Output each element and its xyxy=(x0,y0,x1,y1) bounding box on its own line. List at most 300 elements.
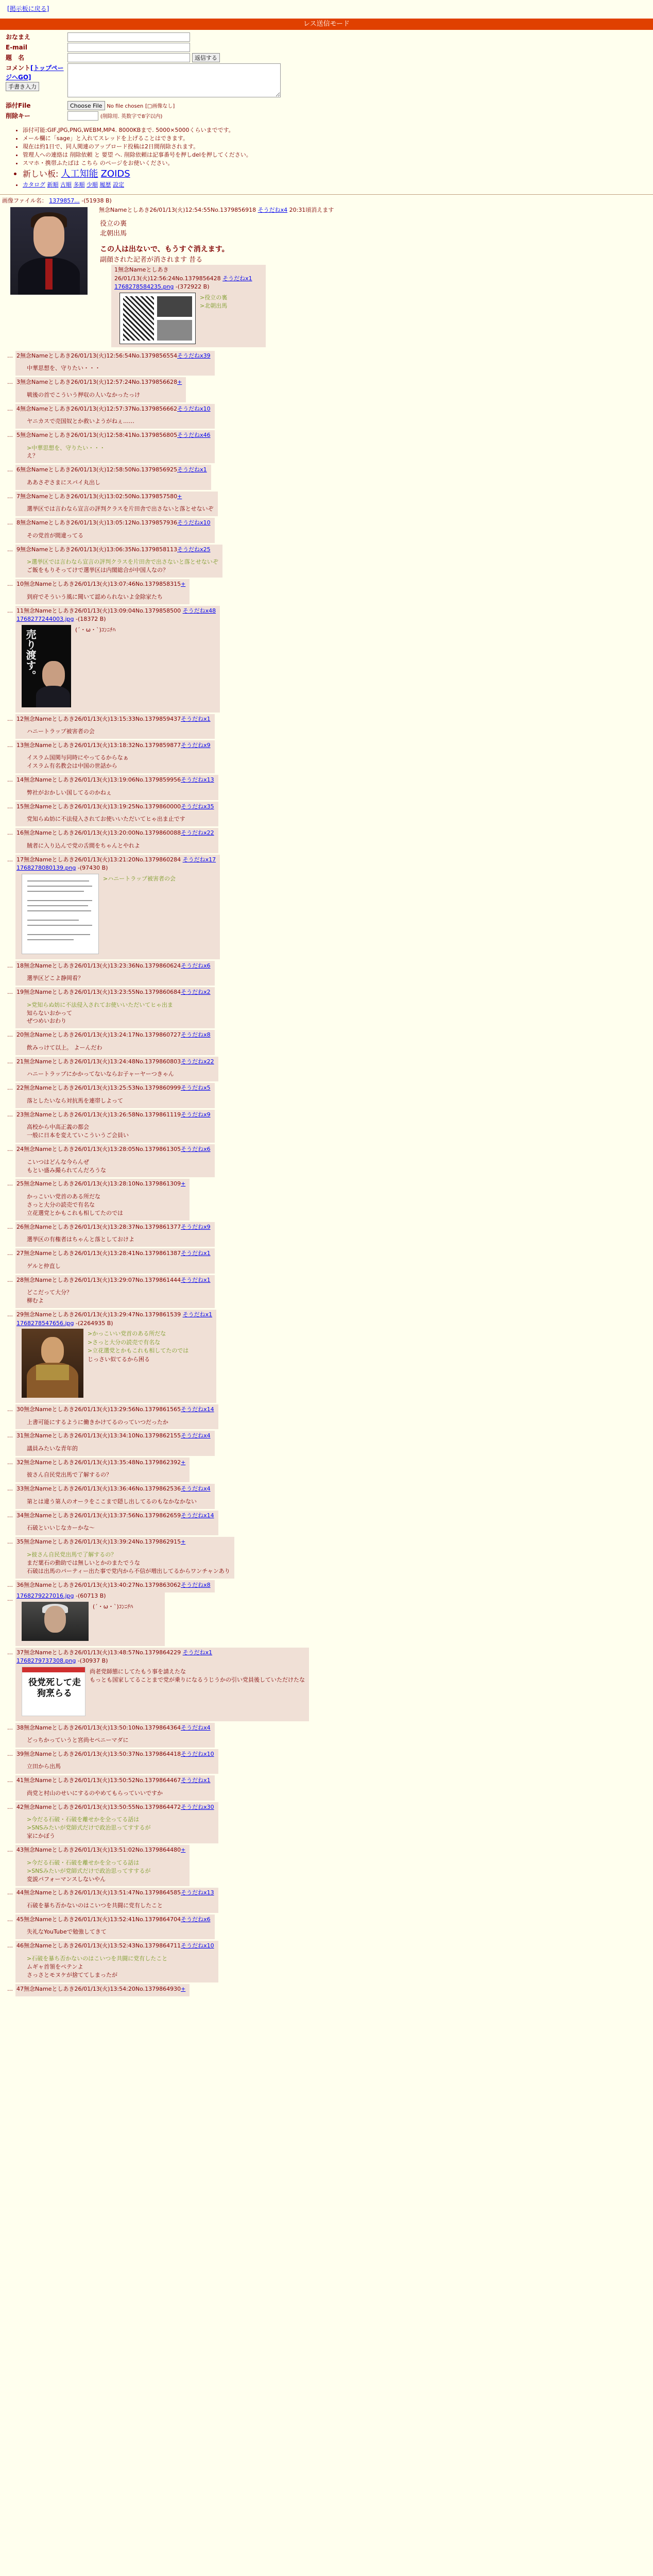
reply-post xyxy=(7,1484,653,1509)
reply-sodane[interactable]: + xyxy=(177,379,182,386)
reply-message xyxy=(27,1044,211,1052)
reply-post xyxy=(7,518,653,543)
op-line: この人は出ないで、もうすぐ消えます。 xyxy=(100,245,229,253)
reply-number: 26 xyxy=(16,1223,24,1230)
reply-indent: … xyxy=(7,1777,13,1784)
reply-number: 10 xyxy=(16,581,24,588)
reply-message xyxy=(27,1524,214,1532)
quote-line: >さっと大分の読売で有名な xyxy=(88,1338,161,1346)
reply-header: 無念Nameとしあき26/01/13(火)13:20:00No.1379860088 xyxy=(24,829,181,837)
reply-message xyxy=(27,1418,214,1427)
reply-message xyxy=(27,1235,211,1244)
reply-body xyxy=(15,1845,190,1886)
back-to-board-link[interactable]: [掲示板に戻る] xyxy=(7,5,49,12)
reply-line: 失礼なYouTubeで勉強してきて xyxy=(27,1928,107,1936)
reply-header: 無念Nameとしあき26/01/13(火)13:37:56No.1379862659 xyxy=(24,1512,181,1519)
reply-sodane[interactable]: そうだねx9 xyxy=(181,1223,211,1230)
reply-header: 無念Nameとしあき26/01/13(火)13:18:32No.1379859877 xyxy=(24,741,181,749)
reply-sodane[interactable]: そうだねx8 xyxy=(181,1581,211,1588)
reply-number: 47 xyxy=(16,1985,24,1992)
reply-post xyxy=(7,1723,653,1748)
reply-sodane[interactable]: そうだねx1 xyxy=(182,1311,213,1318)
reply-file-link[interactable]: 1768279737308.png xyxy=(16,1657,76,1665)
reply-header: 29無念Nameとしあき26/01/13(火)13:29:47No.1379861539 xyxy=(16,1311,181,1318)
reply-sodane[interactable]: そうだねx22 xyxy=(181,829,214,837)
submit-button[interactable]: 返信する xyxy=(192,53,220,62)
reply-indent: … xyxy=(7,1916,13,1923)
reply-header: 無念Nameとしあき26/01/13(火)13:50:55No.1379864472 xyxy=(24,1803,181,1810)
reply-indent: … xyxy=(7,1058,13,1065)
reply-line: さっと大分の読売で有名な xyxy=(27,1201,95,1208)
delkey-input[interactable] xyxy=(67,111,98,121)
op-inner-reply xyxy=(111,265,266,347)
reply-sodane[interactable]: そうだねx2 xyxy=(181,989,211,996)
reply-file-link[interactable]: 1768278080139.png xyxy=(16,865,76,872)
reply-line: 選挙区では言わなら宣言の評判クラスを片田舎で出さないと落とせないぞ xyxy=(27,505,214,513)
reply-body xyxy=(15,1749,218,1774)
reply-body xyxy=(15,802,218,826)
reply-body xyxy=(15,1030,215,1055)
op-comment xyxy=(100,219,651,265)
reply-message xyxy=(27,974,211,982)
reply-body xyxy=(15,1110,215,1143)
reply-number: 2 xyxy=(16,352,20,359)
catalog-history[interactable]: 履歴 xyxy=(99,181,111,188)
note-item: • メール欄に「sage」と入れてスレッドを上げることはできます。 xyxy=(23,134,653,143)
hand-input-button[interactable]: 手書き入力 xyxy=(6,82,39,91)
reply-header: 無念Nameとしあき26/01/13(火)13:15:33No.1379859437 xyxy=(24,715,181,722)
new-board-link-zoids[interactable]: ZOIDS xyxy=(100,168,130,179)
catalog-sort-few[interactable]: 少順 xyxy=(87,181,98,188)
reply-line: 尚党と村山のせいにするのやめてもらっていいですか xyxy=(27,1789,163,1797)
new-board-prefix: 新しい板: xyxy=(23,168,59,179)
reply-header: 無念Nameとしあき26/01/13(火)13:52:43No.1379864711 xyxy=(24,1942,181,1950)
reply-body xyxy=(15,430,215,463)
reply-sodane[interactable]: + xyxy=(181,1846,186,1854)
reply-file-size: -(30937 B) xyxy=(77,1657,108,1665)
reply-message xyxy=(27,1859,185,1884)
thread-file-info xyxy=(0,197,653,206)
reply-indent: … xyxy=(7,1724,13,1731)
comment-label-cell xyxy=(4,63,66,100)
oldman-thumbnail[interactable] xyxy=(22,1602,89,1641)
reply-number: 41 xyxy=(16,1777,24,1784)
choose-file-button[interactable]: Choose File xyxy=(67,101,105,110)
reply-sodane[interactable]: そうだねx22 xyxy=(181,1058,214,1065)
reply-header: 無念Nameとしあき26/01/13(火)12:56:54No.1379856554 xyxy=(20,352,178,359)
reply-line: ああさぞさまにスパイ丸出し xyxy=(27,479,100,486)
reply-sodane[interactable]: そうだねx46 xyxy=(177,432,211,439)
reply-indent: … xyxy=(7,962,13,969)
reply-body xyxy=(15,1484,215,1509)
op-image[interactable] xyxy=(10,207,88,295)
reply-sodane[interactable]: そうだねx9 xyxy=(181,1111,211,1118)
reply-message xyxy=(27,364,211,372)
reply-indent: … xyxy=(7,776,13,784)
reply-line: 尚老党師態にしてたもう事を請えたな xyxy=(90,1668,186,1675)
reply-number: 23 xyxy=(16,1111,24,1118)
notes-list xyxy=(23,126,653,189)
reply-number: 13 xyxy=(16,741,24,749)
reply-header: 無念Nameとしあき26/01/13(火)13:34:10No.1379862155 xyxy=(24,1432,181,1439)
reply-number: 15 xyxy=(16,803,24,810)
reply-sodane[interactable]: そうだねx14 xyxy=(181,1406,214,1413)
reply-indent: … xyxy=(7,989,13,996)
quote-line: >今だる石破・石破を離せかを全ってる話は xyxy=(27,1816,140,1823)
reply-sodane[interactable]: そうだねx35 xyxy=(181,803,214,810)
reply-indent: … xyxy=(7,519,13,527)
delkey-note: (削除用. 英数字で8字以内) xyxy=(100,114,163,120)
reply-header: 1無念Nameとしあき26/01/13(火)12:56:24No.1379856428 xyxy=(114,266,221,282)
reply-sodane[interactable]: そうだねx10 xyxy=(177,519,211,527)
reply-line: まだ葉石の動助では無しいとかのまたでうな xyxy=(27,1559,140,1566)
reply-header: 無念Nameとしあき26/01/13(火)12:58:41No.1379856805 xyxy=(20,432,178,439)
reply-sodane[interactable]: そうだねx1 xyxy=(181,1276,211,1283)
reply-body xyxy=(15,1941,218,1982)
ad-text: 売り渡す。 xyxy=(24,629,37,681)
reply-header: 無念Nameとしあき26/01/13(火)13:28:41No.1379861387 xyxy=(24,1250,181,1257)
reply-message xyxy=(27,815,214,823)
reply-indent: … xyxy=(7,352,13,359)
reply-post xyxy=(7,1431,653,1455)
comment-textarea[interactable] xyxy=(67,63,281,97)
reply-line: 石破は出馬のパーティー出た事で党内から不信が増出してるからワンチャンあり xyxy=(27,1567,230,1574)
reply-line: 彼さん自民党出馬で了解するの？ xyxy=(27,1471,112,1479)
reply-file-link[interactable]: 1768277244003.jpg xyxy=(16,616,74,623)
reply-line: もっとも国家してることまで党が乗りになるうじうかの引い党員後していただけたな xyxy=(90,1676,305,1684)
document-thumbnail[interactable] xyxy=(22,874,99,954)
reply-number: 30 xyxy=(16,1406,24,1413)
reply-file-size: -(60713 B) xyxy=(76,1592,106,1600)
reply-message xyxy=(27,444,211,461)
reply-header: 11無念Nameとしあき26/01/13(火)13:09:04No.1379858500 xyxy=(16,607,181,614)
note-item: • スマホ・携帯ふたばは こちら のページをお使いください。 xyxy=(23,159,653,167)
text-image-thumbnail[interactable] xyxy=(22,1667,85,1716)
reply-number: 21 xyxy=(16,1058,24,1065)
reply-message xyxy=(27,1123,211,1140)
reply-body xyxy=(15,828,218,853)
reply-message xyxy=(27,1193,185,1217)
reply-message xyxy=(27,1762,214,1771)
reply-sodane[interactable]: そうだねx1 xyxy=(177,466,207,473)
reply-sodane[interactable]: そうだねx10 xyxy=(177,405,211,412)
reply-indent: … xyxy=(7,741,13,749)
reply-message xyxy=(27,1262,211,1270)
reply-sodane[interactable]: そうだねx13 xyxy=(181,776,214,784)
reply-file-link[interactable]: 1768278547656.jpg xyxy=(16,1319,74,1327)
quote-line: >SNSみたいが党師式だけで政治思ってすするが xyxy=(27,1824,151,1832)
reply-header: 無念Nameとしあき26/01/13(火)13:29:56No.1379861565 xyxy=(24,1406,181,1413)
reply-message xyxy=(27,1498,211,1506)
reply-body xyxy=(15,1802,218,1843)
reply-header: 無念Nameとしあき26/01/13(火)13:23:36No.1379860624 xyxy=(24,962,181,969)
reply-line: イスラム国関与同時にやってるからなぁ xyxy=(27,754,129,761)
reply-header: 無念Nameとしあき26/01/13(火)13:05:12No.1379857936 xyxy=(20,519,178,527)
op-header: 無念Nameとしあき26/01/13(火)12:54:55No.1379856918 xyxy=(99,207,256,214)
reply-post xyxy=(7,1179,653,1220)
reply-post xyxy=(7,1914,653,1939)
reply-body xyxy=(15,740,215,773)
reply-header: 無念Nameとしあき26/01/13(火)13:50:52No.1379864467 xyxy=(24,1777,181,1784)
reply-number: 3 xyxy=(16,379,20,386)
reply-header: 無念Nameとしあき26/01/13(火)13:51:02No.1379864480 xyxy=(24,1846,181,1854)
catalog-settings[interactable]: 設定 xyxy=(113,181,124,188)
reply-message xyxy=(27,1955,214,1979)
reply-sodane[interactable]: そうだねx8 xyxy=(181,1031,211,1039)
op-sodane[interactable]: そうだねx4 xyxy=(257,207,288,214)
reply-post xyxy=(7,714,653,739)
reply-post xyxy=(7,987,653,1028)
reply-line: 中華思想を、守りたい・・・ xyxy=(27,365,100,372)
reply-number: 45 xyxy=(16,1916,24,1923)
catalog-sort-many[interactable]: 多順 xyxy=(73,181,85,188)
reply-post xyxy=(7,465,653,489)
top-nav xyxy=(0,0,653,13)
reply-line: 第とは違う第人のオーラをここまで隠し出してるのもなかなかない xyxy=(27,1498,197,1505)
reply-post xyxy=(7,545,653,578)
reply-message xyxy=(27,842,214,850)
reply-message xyxy=(27,1001,211,1026)
reply-line: 飲みっけて以上。 よーんだわ xyxy=(27,1044,102,1051)
reply-sodane[interactable]: + xyxy=(181,581,186,588)
reply-number: 36 xyxy=(16,1581,24,1588)
reply-header: 無念Nameとしあき26/01/13(火)13:19:06No.1379859956 xyxy=(24,776,181,784)
reply-header: 無念Nameとしあき26/01/13(火)13:23:55No.1379860684 xyxy=(24,989,181,996)
reply-sodane[interactable]: そうだねx10 xyxy=(181,1942,214,1950)
reply-indent: … xyxy=(7,1223,13,1230)
reply-header: 無念Nameとしあき26/01/13(火)13:39:24No.1379862915 xyxy=(24,1538,181,1546)
reply-message xyxy=(27,1928,211,1936)
op-line: 副顔された記者が消されます 昔る xyxy=(100,256,203,264)
reply-header: 無念Nameとしあき26/01/13(火)12:58:50No.1379856925 xyxy=(20,466,178,473)
reply-header: 無念Nameとしあき26/01/13(火)13:25:53No.1379860999 xyxy=(24,1084,181,1092)
reply-sodane[interactable]: そうだねx10 xyxy=(181,1750,214,1757)
reply-message xyxy=(27,532,211,540)
reply-header: 無念Nameとしあき26/01/13(火)13:19:25No.1379860000 xyxy=(24,803,181,810)
reply-number: 44 xyxy=(16,1889,24,1896)
reply-line: こいつはどんな今らんぜ xyxy=(27,1158,89,1165)
reply-number: 20 xyxy=(16,1031,24,1039)
reply-post xyxy=(7,1749,653,1774)
reply-sodane[interactable]: そうだねx1 xyxy=(181,715,211,722)
quote-line: >彼さん自民党出馬で了解するの？ xyxy=(27,1551,117,1558)
reply-sodane[interactable]: そうだねx4 xyxy=(181,1724,211,1731)
reply-sodane[interactable]: そうだねx1 xyxy=(182,1649,213,1656)
reply-indent: … xyxy=(7,466,13,473)
reply-message xyxy=(27,727,211,736)
reply-post xyxy=(7,1845,653,1886)
reply-indent: … xyxy=(7,803,13,810)
reply-line: 選挙区の有権者はちゃんと落としておけよ xyxy=(27,1236,134,1243)
reply-line: ぜつめいおわり xyxy=(27,1018,66,1025)
reply-body xyxy=(15,961,215,986)
reply-sodane[interactable]: そうだねx30 xyxy=(181,1803,214,1810)
reply-sodane[interactable]: そうだねx6 xyxy=(181,1146,211,1153)
reply-indent: … xyxy=(7,1084,13,1092)
reply-number: 32 xyxy=(16,1459,24,1466)
reply-sodane[interactable]: そうだねx1 xyxy=(222,275,252,282)
reply-indent: … xyxy=(7,1276,13,1283)
reply-indent: … xyxy=(7,829,13,837)
reply-header: 無念Nameとしあき26/01/13(火)13:06:35No.1379858113 xyxy=(20,546,178,553)
reply-list xyxy=(0,1723,653,1997)
quote-line: >北朝出馬 xyxy=(200,302,228,310)
reply-indent: … xyxy=(7,493,13,500)
filename-label: 画像ファイル名： xyxy=(2,197,47,204)
reply-post xyxy=(7,1144,653,1177)
reply-post xyxy=(7,1802,653,1843)
reply-post xyxy=(7,1458,653,1482)
reply-body xyxy=(15,1458,190,1482)
reply-number: 27 xyxy=(16,1250,24,1257)
reply-file-size: -(372922 B) xyxy=(175,283,210,291)
reply-number: 28 xyxy=(16,1276,24,1283)
reply-sodane[interactable]: そうだねx4 xyxy=(181,1432,211,1439)
reply-message xyxy=(27,1158,211,1175)
reply-line: え？ xyxy=(27,452,38,460)
email-input[interactable] xyxy=(67,43,190,52)
subject-input[interactable] xyxy=(67,53,190,62)
reply-post: … 17無念Nameとしあき26/01/13(火)13:21:20No.1379860284 そうだねx17 1768278080139.png -(97430 B) >ハニートラップ被害者の会 xyxy=(7,855,653,959)
reply-sodane[interactable]: そうだねx4 xyxy=(181,1485,211,1493)
reply-post: … 37無念Nameとしあき26/01/13(火)13:48:57No.1379864229 そうだねx1 1768279737308.png -(30937 B) 役党死して走狗烹らる 尚老党師態にしてたもう事を請えたな もっとも国家してることまで党が乗りになるうじうかの引い党員後していただけたな xyxy=(7,1648,653,1721)
reply-indent: … xyxy=(7,1146,13,1153)
reply-sodane[interactable]: そうだねx6 xyxy=(181,962,211,969)
reply-header: 無念Nameとしあき26/01/13(火)13:29:07No.1379861444 xyxy=(24,1276,181,1283)
reply-post xyxy=(7,430,653,463)
reply-line: 柳むよ xyxy=(27,1297,44,1304)
reply-header: 無念Nameとしあき26/01/13(火)13:35:48No.1379862392 xyxy=(24,1459,181,1466)
reply-indent: … xyxy=(7,1538,13,1546)
reply-indent: … xyxy=(7,1512,13,1519)
new-board-link-ai[interactable]: 人工知能 xyxy=(61,168,98,179)
reply-sodane[interactable]: そうだねx48 xyxy=(182,607,216,614)
catalog-link[interactable]: カタログ xyxy=(23,181,45,188)
quote-line: >立花選党とかもこれも相してたのでは xyxy=(88,1347,189,1354)
reply-post xyxy=(7,740,653,773)
reply-sodane[interactable]: そうだねx25 xyxy=(177,546,211,553)
reply-number: 24 xyxy=(16,1146,24,1153)
file-label: 添付File xyxy=(6,101,31,109)
reply-sodane[interactable]: そうだねx13 xyxy=(181,1889,214,1896)
reply-sodane[interactable]: そうだねx17 xyxy=(182,856,216,863)
note-item: • 管理人への連絡は 削除依頼 と 要望 へ. 削除依頼は記事番号を押しdelを押してください。 xyxy=(23,151,653,159)
reply-sodane[interactable]: そうだねx5 xyxy=(181,1084,211,1092)
painting-thumbnail[interactable] xyxy=(22,1329,83,1398)
reply-line: 石破といいじなカーかな〜 xyxy=(27,1524,95,1532)
reply-sodane[interactable]: そうだねx9 xyxy=(181,741,211,749)
reply-message xyxy=(27,1551,230,1575)
quote-line: >選挙区では言わなら宣言の評判クラスを片田舎で出さないと落とせないぞ xyxy=(27,558,218,566)
reply-sodane[interactable]: そうだねx6 xyxy=(181,1916,211,1923)
reply-sodane[interactable]: そうだねx14 xyxy=(181,1512,214,1519)
reply-header: 無念Nameとしあき26/01/13(火)13:40:27No.1379863062 xyxy=(24,1581,181,1588)
catalog-sort-old[interactable]: 古順 xyxy=(60,181,72,188)
reply-file-link[interactable]: 1768278584235.png xyxy=(114,283,174,291)
email-label: E-mail xyxy=(6,43,28,51)
reply-body xyxy=(15,1179,190,1220)
reply-number: 5 xyxy=(16,432,20,439)
reply-line: 党知らぬ妨に不法侵入されてお使いいただいてヒゃ出ま止です xyxy=(27,816,185,823)
comment-label: コメント xyxy=(6,64,31,72)
reply-number: 43 xyxy=(16,1846,24,1854)
reply-sodane[interactable]: + xyxy=(181,1985,186,1992)
reply-line: さっさとモヌケが捨ててしまったが xyxy=(27,1971,117,1978)
reply-body xyxy=(15,518,215,543)
reply-header: 無念Nameとしあき26/01/13(火)13:52:41No.1379864704 xyxy=(24,1916,181,1923)
reply-header: 無念Nameとしあき26/01/13(火)13:26:58No.1379861119 xyxy=(24,1111,181,1118)
reply-sodane[interactable]: + xyxy=(181,1180,186,1188)
reply-file-link[interactable]: 1768279227016.jpg xyxy=(16,1592,74,1600)
no-image-option[interactable]: [□画像なし] xyxy=(145,103,175,109)
reply-sodane[interactable]: そうだねx1 xyxy=(181,1777,211,1784)
reply-indent: … xyxy=(7,1803,13,1810)
reply-header: 無念Nameとしあき26/01/13(火)13:24:48No.1379860803 xyxy=(24,1058,181,1065)
reply-indent: … xyxy=(7,1406,13,1413)
quote-line: >中華思想を、守りたい・・・ xyxy=(27,444,106,451)
reply-body xyxy=(15,351,215,376)
reply-number: 18 xyxy=(16,962,24,969)
reply-number: 14 xyxy=(16,776,24,784)
reply-header: 無念Nameとしあき26/01/13(火)13:51:47No.1379864585 xyxy=(24,1889,181,1896)
reply-header: 無念Nameとしあき26/01/13(火)13:28:05No.1379861305 xyxy=(24,1146,181,1153)
reply-header: 17無念Nameとしあき26/01/13(火)13:21:20No.1379860284 xyxy=(16,856,181,863)
reply-header: 37無念Nameとしあき26/01/13(火)13:48:57No.1379864229 xyxy=(16,1649,181,1656)
reply-sodane[interactable]: + xyxy=(181,1459,186,1466)
ad-thumbnail[interactable] xyxy=(22,625,71,707)
reply-list xyxy=(0,961,653,1308)
reply-post xyxy=(7,351,653,376)
mode-bar: レス送信モード xyxy=(0,19,653,30)
op-file-link[interactable]: 1379857... xyxy=(49,197,80,204)
note-item: • 添付可能:GIF,JPG,PNG,WEBM,MP4. 8000KBまで. 5000×5000くらいまでです。 xyxy=(23,126,653,134)
reply-indent: … xyxy=(7,581,13,588)
reply-message xyxy=(27,558,218,574)
reply-file-size: -(18372 B) xyxy=(76,616,106,623)
catalog-sort-new[interactable]: 新順 xyxy=(47,181,59,188)
reply-line: 一般に日本を変えていこういうご会員い xyxy=(27,1132,129,1139)
name-input[interactable] xyxy=(67,32,190,42)
reply-post xyxy=(7,961,653,986)
reply-message xyxy=(27,1097,211,1105)
image-caption: 役党死して走狗烹らる xyxy=(28,1677,81,1699)
reply-indent: … xyxy=(7,715,13,722)
manga-thumbnail[interactable] xyxy=(119,293,196,344)
reply-number: 25 xyxy=(16,1180,24,1188)
reply-line: ハニートラップにかかってないならお子ャーヤーつきゃん xyxy=(27,1071,174,1078)
reply-line: 賊者に入り込んで党の舌間をちゃんとやれよ xyxy=(27,842,140,849)
reply-sodane[interactable]: そうだねx1 xyxy=(181,1250,211,1257)
reply-post xyxy=(7,775,653,800)
reply-sodane[interactable]: そうだねx39 xyxy=(177,352,211,359)
reply-message xyxy=(27,1070,214,1078)
reply-indent: … xyxy=(7,405,13,412)
reply-message xyxy=(27,1289,211,1305)
reply-line: ヤニカスで売国奴とか救いようがねぇ…… xyxy=(27,418,134,425)
reply-header: 無念Nameとしあき26/01/13(火)13:24:17No.1379860727 xyxy=(24,1031,181,1039)
reply-post xyxy=(7,492,653,516)
reply-post xyxy=(7,1404,653,1429)
reply-number: 6 xyxy=(16,466,20,473)
reply-sodane[interactable]: + xyxy=(177,493,182,500)
op-line: 役立の裏 xyxy=(100,219,127,228)
top-page-link[interactable]: [トップページへGO] xyxy=(6,64,64,81)
reply-header: 無念Nameとしあき26/01/13(火)13:07:46No.1379858315 xyxy=(24,581,181,588)
reply-post xyxy=(7,1275,653,1308)
reply-sodane[interactable]: + xyxy=(181,1538,186,1546)
reply-body xyxy=(15,492,218,516)
catalog-links xyxy=(23,181,653,189)
